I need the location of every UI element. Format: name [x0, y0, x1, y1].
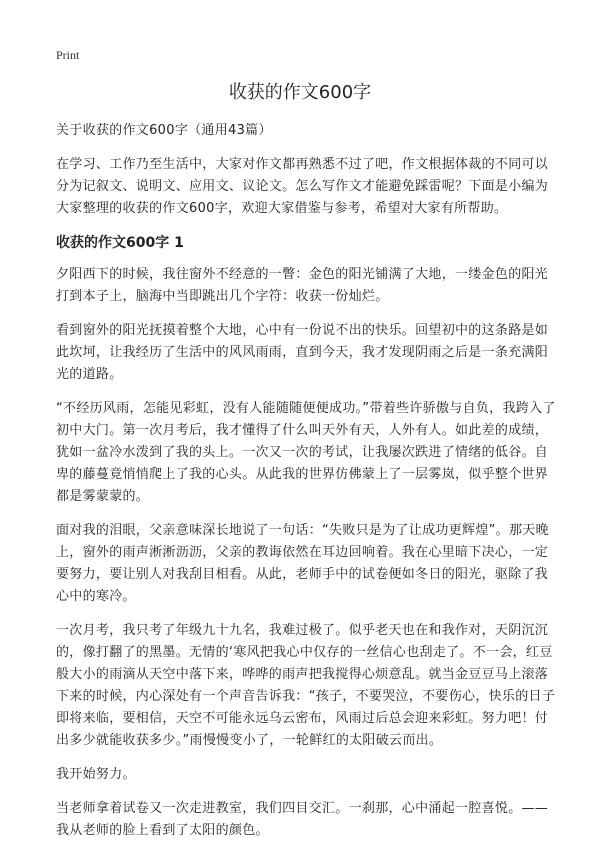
- article-subtitle: 关于收获的作文600字（通用43篇）: [56, 123, 272, 138]
- essay-paragraph: 我开始努力。: [56, 767, 136, 782]
- print-link[interactable]: Print: [56, 48, 80, 62]
- page-title: 收获的作文600字: [228, 82, 372, 103]
- essay-paragraph: “不经历风雨，怎能见彩虹，没有人能随随便便成功。”带着些许骄傲与自负，我跨入了初中大门。第一次月考后，我才懂得了什么叫天外有天，人外有人。如此差的成绩，犹如一盆冷水泼到了我的头上。一次又一次的考试，让我屡次跌进了情绪的低谷。自卑的藤蔓竟悄悄爬上了我的心头。从此我的世界仿佛蒙上了一层雾岚，似乎整个世界都是雾蒙蒙的。: [56, 401, 556, 504]
- section-heading: 收获的作文600字 1: [56, 235, 184, 251]
- essay-paragraph: 看到窗外的阳光抚摸着整个大地，心中有一份说不出的快乐。回望初中的这条路是如此坎坷，让我经历了生活中的风风雨雨，直到今天，我才发现阴雨之后是一条充满阳光的道路。: [56, 323, 549, 382]
- essay-paragraph: 一次月考，我只考了年级九十九名，我难过极了。似乎老天也在和我作对，天阴沉沉的，像打翻了的黑墨。无情的‘寒风把我心中仅存的一丝信心也刮走了。不一会，红豆般大小的雨滴从天空中落下来，哗哗的雨声把我搅得心烦意乱。就当金豆豆马上滚落下来的时候，内心深处有一个声音告诉我：“孩子，不要哭泣，不要伤心，快乐的日子即将来临，要相信，天空不可能永远乌云密布，风雨过后总会迎来彩虹。努力吧！付出多少就能收获多少。”雨慢慢变小了，一轮鲜红的太阳破云而出。: [56, 623, 556, 748]
- essay-paragraph: 面对我的泪眼，父亲意味深长地说了一句话：“失败只是为了让成功更辉煌”。那天晚上，窗外的雨声淅淅沥沥，父亲的教诲依然在耳边回响着。我在心里暗下决心，一定要努力，要让别人对我刮目相看。从此，老师手中的试卷便如冬日的阳光，驱除了我心中的寒冷。: [56, 523, 549, 604]
- essay-paragraph: 夕阳西下的时候，我往窗外不经意的一瞥：金色的阳光铺满了大地，一缕金色的阳光打到本子上，脑海中当即跳出几个字符：收获一份灿烂。: [56, 267, 549, 304]
- essay-paragraph: 当老师拿着试卷又一次走进教室，我们四目交汇。一刹那，心中涌起一腔喜悦。——我从老师的脸上看到了太阳的颜色。: [56, 801, 549, 838]
- article-body: [56, 120, 556, 854]
- intro-paragraph: 在学习、工作乃至生活中，大家对作文都再熟悉不过了吧，作文根据体裁的不同可以分为记叙文、说明文、应用文、议论文。怎么写作文才能避免踩雷呢？下面是小编为大家整理的收获的作文600字，欢迎大家借鉴与参考，希望对大家有所帮助。: [56, 157, 549, 216]
